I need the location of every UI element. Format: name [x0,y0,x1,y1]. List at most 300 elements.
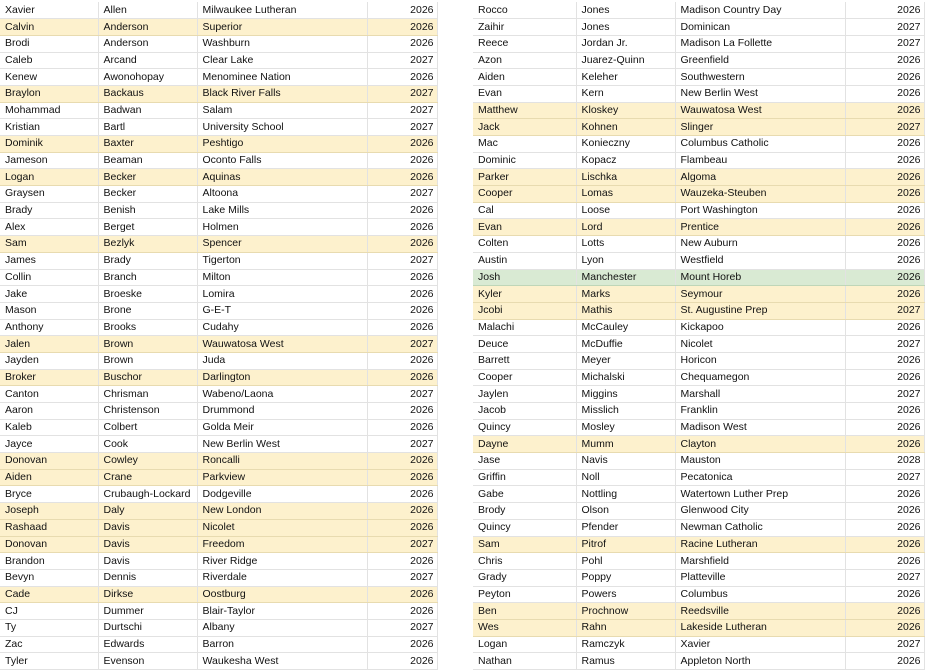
class-year-cell[interactable]: 2026 [845,553,924,570]
school-cell[interactable]: Waukesha West [197,653,367,670]
table-row[interactable] [473,269,924,286]
table-row[interactable] [473,85,924,102]
class-year-cell[interactable]: 2026 [845,503,924,520]
school-cell[interactable]: Oostburg [197,586,367,603]
school-cell[interactable]: Clear Lake [197,52,367,69]
first-name-cell[interactable]: Jaylen [473,386,576,403]
class-year-cell[interactable]: 2026 [367,603,437,620]
first-name-cell[interactable]: Brody [473,503,576,520]
school-cell[interactable]: Flambeau [675,152,845,169]
class-year-cell[interactable]: 2026 [845,369,924,386]
last-name-cell[interactable]: Miggins [576,386,675,403]
school-cell[interactable]: Roncalli [197,453,367,470]
school-cell[interactable]: Madison La Follette [675,35,845,52]
last-name-cell[interactable]: Berget [98,219,197,236]
school-cell[interactable]: Kickapoo [675,319,845,336]
first-name-cell[interactable]: Gabe [473,486,576,503]
table-row[interactable] [473,69,924,86]
table-row[interactable] [0,2,437,19]
class-year-cell[interactable]: 2026 [845,136,924,153]
school-cell[interactable]: Wauzeka-Steuben [675,186,845,203]
first-name-cell[interactable]: Brandon [0,553,98,570]
first-name-cell[interactable]: Cooper [473,186,576,203]
table-row[interactable] [473,169,924,186]
class-year-cell[interactable]: 2027 [845,569,924,586]
school-cell[interactable]: New Berlin West [675,85,845,102]
last-name-cell[interactable]: Evenson [98,653,197,670]
table-row[interactable] [473,653,924,670]
last-name-cell[interactable]: Manchester [576,269,675,286]
last-name-cell[interactable]: Awonohopay [98,69,197,86]
table-row[interactable] [0,569,437,586]
school-cell[interactable]: Wabeno/Laona [197,386,367,403]
last-name-cell[interactable]: Jordan Jr. [576,35,675,52]
last-name-cell[interactable]: Poppy [576,569,675,586]
table-row[interactable] [0,69,437,86]
first-name-cell[interactable]: Peyton [473,586,576,603]
last-name-cell[interactable]: Crubaugh-Lockard [98,486,197,503]
table-row[interactable] [473,586,924,603]
school-cell[interactable]: Milwaukee Lutheran [197,2,367,19]
class-year-cell[interactable]: 2026 [845,403,924,420]
class-year-cell[interactable]: 2027 [367,336,437,353]
first-name-cell[interactable]: Brady [0,202,98,219]
last-name-cell[interactable]: Arcand [98,52,197,69]
class-year-cell[interactable]: 2027 [367,119,437,136]
first-name-cell[interactable]: Caleb [0,52,98,69]
table-row[interactable] [0,269,437,286]
table-row[interactable] [0,653,437,670]
class-year-cell[interactable]: 2026 [367,35,437,52]
table-row[interactable] [0,586,437,603]
first-name-cell[interactable]: CJ [0,603,98,620]
school-cell[interactable]: Marshfield [675,553,845,570]
first-name-cell[interactable]: Jacob [473,403,576,420]
last-name-cell[interactable]: Kloskey [576,102,675,119]
last-name-cell[interactable]: Brooks [98,319,197,336]
class-year-cell[interactable]: 2027 [367,252,437,269]
last-name-cell[interactable]: Becker [98,169,197,186]
last-name-cell[interactable]: Broeske [98,286,197,303]
first-name-cell[interactable]: Evan [473,85,576,102]
class-year-cell[interactable]: 2026 [845,436,924,453]
class-year-cell[interactable]: 2026 [845,536,924,553]
table-row[interactable] [0,152,437,169]
table-row[interactable] [473,236,924,253]
last-name-cell[interactable]: Olson [576,503,675,520]
first-name-cell[interactable]: Donovan [0,536,98,553]
school-cell[interactable]: Tigerton [197,252,367,269]
table-row[interactable] [473,136,924,153]
table-row[interactable] [0,102,437,119]
last-name-cell[interactable]: Brown [98,352,197,369]
table-row[interactable] [473,352,924,369]
school-cell[interactable]: Clayton [675,436,845,453]
last-name-cell[interactable]: Dirkse [98,586,197,603]
table-row[interactable] [473,553,924,570]
school-cell[interactable]: St. Augustine Prep [675,302,845,319]
last-name-cell[interactable]: Benish [98,202,197,219]
first-name-cell[interactable]: Quincy [473,419,576,436]
first-name-cell[interactable]: Logan [0,169,98,186]
school-cell[interactable]: Golda Meir [197,419,367,436]
first-name-cell[interactable]: Dominic [473,152,576,169]
first-name-cell[interactable]: Sam [0,236,98,253]
table-row[interactable] [473,369,924,386]
class-year-cell[interactable]: 2026 [845,286,924,303]
class-year-cell[interactable]: 2026 [845,202,924,219]
last-name-cell[interactable]: Meyer [576,352,675,369]
first-name-cell[interactable]: Griffin [473,469,576,486]
table-row[interactable] [473,319,924,336]
last-name-cell[interactable]: Davis [98,536,197,553]
last-name-cell[interactable]: Baxter [98,136,197,153]
first-name-cell[interactable]: Kristian [0,119,98,136]
first-name-cell[interactable]: Evan [473,219,576,236]
first-name-cell[interactable]: Nathan [473,653,576,670]
first-name-cell[interactable]: Ty [0,619,98,636]
last-name-cell[interactable]: Noll [576,469,675,486]
class-year-cell[interactable]: 2026 [367,19,437,36]
last-name-cell[interactable]: Bartl [98,119,197,136]
class-year-cell[interactable]: 2027 [845,469,924,486]
table-row[interactable] [473,119,924,136]
table-row[interactable] [473,52,924,69]
last-name-cell[interactable]: Juarez-Quinn [576,52,675,69]
table-row[interactable] [473,386,924,403]
school-cell[interactable]: Platteville [675,569,845,586]
last-name-cell[interactable]: Marks [576,286,675,303]
first-name-cell[interactable]: Jase [473,453,576,470]
first-name-cell[interactable]: Alex [0,219,98,236]
table-row[interactable] [0,636,437,653]
first-name-cell[interactable]: Reece [473,35,576,52]
school-cell[interactable]: Slinger [675,119,845,136]
class-year-cell[interactable]: 2026 [845,219,924,236]
last-name-cell[interactable]: Lomas [576,186,675,203]
school-cell[interactable]: Cudahy [197,319,367,336]
class-year-cell[interactable]: 2026 [367,369,437,386]
school-cell[interactable]: Dodgeville [197,486,367,503]
class-year-cell[interactable]: 2026 [845,152,924,169]
first-name-cell[interactable]: Jack [473,119,576,136]
class-year-cell[interactable]: 2026 [845,486,924,503]
last-name-cell[interactable]: Brone [98,302,197,319]
last-name-cell[interactable]: Pitrof [576,536,675,553]
first-name-cell[interactable]: Malachi [473,319,576,336]
class-year-cell[interactable]: 2026 [845,102,924,119]
class-year-cell[interactable]: 2026 [367,453,437,470]
first-name-cell[interactable]: Kaleb [0,419,98,436]
table-row[interactable] [0,603,437,620]
school-cell[interactable]: Blair-Taylor [197,603,367,620]
first-name-cell[interactable]: Brodi [0,35,98,52]
first-name-cell[interactable]: Ben [473,603,576,620]
table-row[interactable] [473,302,924,319]
school-cell[interactable]: Columbus Catholic [675,136,845,153]
class-year-cell[interactable]: 2026 [367,519,437,536]
class-year-cell[interactable]: 2026 [367,202,437,219]
table-row[interactable] [0,119,437,136]
school-cell[interactable]: Lomira [197,286,367,303]
table-row[interactable] [0,336,437,353]
last-name-cell[interactable]: Branch [98,269,197,286]
table-row[interactable] [0,436,437,453]
school-cell[interactable]: New Auburn [675,236,845,253]
table-row[interactable] [473,35,924,52]
school-cell[interactable]: Marshall [675,386,845,403]
last-name-cell[interactable]: Christenson [98,403,197,420]
school-cell[interactable]: Appleton North [675,653,845,670]
class-year-cell[interactable]: 2027 [845,119,924,136]
class-year-cell[interactable]: 2026 [367,269,437,286]
last-name-cell[interactable]: Rahn [576,619,675,636]
last-name-cell[interactable]: Allen [98,2,197,19]
school-cell[interactable]: River Ridge [197,553,367,570]
class-year-cell[interactable]: 2027 [845,636,924,653]
class-year-cell[interactable]: 2026 [367,169,437,186]
class-year-cell[interactable]: 2026 [845,619,924,636]
school-cell[interactable]: Wauwatosa West [675,102,845,119]
class-year-cell[interactable]: 2027 [845,19,924,36]
school-cell[interactable]: Washburn [197,35,367,52]
school-cell[interactable]: Nicolet [197,519,367,536]
school-cell[interactable]: Seymour [675,286,845,303]
school-cell[interactable]: Madison West [675,419,845,436]
table-row[interactable] [0,553,437,570]
class-year-cell[interactable]: 2026 [845,603,924,620]
table-row[interactable] [473,536,924,553]
table-row[interactable] [0,619,437,636]
class-year-cell[interactable]: 2027 [845,386,924,403]
school-cell[interactable]: Lake Mills [197,202,367,219]
first-name-cell[interactable]: Jcobi [473,302,576,319]
school-cell[interactable]: Southwestern [675,69,845,86]
first-name-cell[interactable]: Matthew [473,102,576,119]
first-name-cell[interactable]: Bryce [0,486,98,503]
class-year-cell[interactable]: 2026 [367,553,437,570]
last-name-cell[interactable]: McDuffie [576,336,675,353]
last-name-cell[interactable]: Prochnow [576,603,675,620]
class-year-cell[interactable]: 2026 [367,503,437,520]
school-cell[interactable]: Oconto Falls [197,152,367,169]
school-cell[interactable]: Juda [197,352,367,369]
first-name-cell[interactable]: Mason [0,302,98,319]
school-cell[interactable]: Barron [197,636,367,653]
last-name-cell[interactable]: Mosley [576,419,675,436]
first-name-cell[interactable]: Bevyn [0,569,98,586]
school-cell[interactable]: Pecatonica [675,469,845,486]
last-name-cell[interactable]: Ramus [576,653,675,670]
first-name-cell[interactable]: Aaron [0,403,98,420]
table-row[interactable] [473,286,924,303]
first-name-cell[interactable]: Aiden [0,469,98,486]
first-name-cell[interactable]: Josh [473,269,576,286]
last-name-cell[interactable]: Brown [98,336,197,353]
table-row[interactable] [0,369,437,386]
first-name-cell[interactable]: Grady [473,569,576,586]
school-cell[interactable]: Superior [197,19,367,36]
table-row[interactable] [0,52,437,69]
last-name-cell[interactable]: Lischka [576,169,675,186]
table-row[interactable] [0,469,437,486]
class-year-cell[interactable]: 2026 [845,252,924,269]
last-name-cell[interactable]: Davis [98,519,197,536]
class-year-cell[interactable]: 2026 [845,419,924,436]
school-cell[interactable]: Horicon [675,352,845,369]
school-cell[interactable]: Chequamegon [675,369,845,386]
first-name-cell[interactable]: Dominik [0,136,98,153]
first-name-cell[interactable]: Xavier [0,2,98,19]
class-year-cell[interactable]: 2026 [367,636,437,653]
first-name-cell[interactable]: Sam [473,536,576,553]
last-name-cell[interactable]: Nottling [576,486,675,503]
school-cell[interactable]: Aquinas [197,169,367,186]
class-year-cell[interactable]: 2026 [367,319,437,336]
last-name-cell[interactable]: Kopacz [576,152,675,169]
table-row[interactable] [0,286,437,303]
table-row[interactable] [473,19,924,36]
class-year-cell[interactable]: 2026 [845,169,924,186]
first-name-cell[interactable]: Collin [0,269,98,286]
class-year-cell[interactable]: 2026 [367,136,437,153]
school-cell[interactable]: Glenwood City [675,503,845,520]
school-cell[interactable]: Darlington [197,369,367,386]
last-name-cell[interactable]: Badwan [98,102,197,119]
class-year-cell[interactable]: 2027 [845,302,924,319]
first-name-cell[interactable]: Mohammad [0,102,98,119]
last-name-cell[interactable]: Loose [576,202,675,219]
table-row[interactable] [0,169,437,186]
school-cell[interactable]: Mount Horeb [675,269,845,286]
class-year-cell[interactable]: 2026 [367,653,437,670]
class-year-cell[interactable]: 2026 [367,152,437,169]
last-name-cell[interactable]: Misslich [576,403,675,420]
class-year-cell[interactable]: 2026 [845,586,924,603]
table-row[interactable] [0,352,437,369]
school-cell[interactable]: Lakeside Lutheran [675,619,845,636]
table-row[interactable] [473,436,924,453]
first-name-cell[interactable]: Donovan [0,453,98,470]
class-year-cell[interactable]: 2026 [367,586,437,603]
first-name-cell[interactable]: Kenew [0,69,98,86]
table-row[interactable] [473,503,924,520]
last-name-cell[interactable]: Lord [576,219,675,236]
last-name-cell[interactable]: Ramczyk [576,636,675,653]
table-row[interactable] [0,202,437,219]
first-name-cell[interactable]: Kyler [473,286,576,303]
table-row[interactable] [473,469,924,486]
last-name-cell[interactable]: Dummer [98,603,197,620]
school-cell[interactable]: Franklin [675,403,845,420]
school-cell[interactable]: New London [197,503,367,520]
table-row[interactable] [0,536,437,553]
table-row[interactable] [473,2,924,19]
school-cell[interactable]: Wauwatosa West [197,336,367,353]
table-row[interactable] [473,569,924,586]
table-row[interactable] [0,519,437,536]
class-year-cell[interactable]: 2026 [845,519,924,536]
class-year-cell[interactable]: 2026 [845,2,924,19]
last-name-cell[interactable]: Jones [576,2,675,19]
school-cell[interactable]: Dominican [675,19,845,36]
school-cell[interactable]: Prentice [675,219,845,236]
last-name-cell[interactable]: Davis [98,553,197,570]
first-name-cell[interactable]: Wes [473,619,576,636]
last-name-cell[interactable]: Pfender [576,519,675,536]
first-name-cell[interactable]: Austin [473,252,576,269]
table-row[interactable] [473,186,924,203]
last-name-cell[interactable]: Jones [576,19,675,36]
table-row[interactable] [0,219,437,236]
table-row[interactable] [473,252,924,269]
table-row[interactable] [473,419,924,436]
table-row[interactable] [0,136,437,153]
last-name-cell[interactable]: Pohl [576,553,675,570]
first-name-cell[interactable]: Azon [473,52,576,69]
last-name-cell[interactable]: Navis [576,453,675,470]
first-name-cell[interactable]: Rocco [473,2,576,19]
table-row[interactable] [473,603,924,620]
last-name-cell[interactable]: Crane [98,469,197,486]
table-row[interactable] [473,486,924,503]
last-name-cell[interactable]: Becker [98,186,197,203]
class-year-cell[interactable]: 2026 [845,85,924,102]
first-name-cell[interactable]: Chris [473,553,576,570]
first-name-cell[interactable]: Aiden [473,69,576,86]
class-year-cell[interactable]: 2027 [367,102,437,119]
first-name-cell[interactable]: Quincy [473,519,576,536]
school-cell[interactable]: G-E-T [197,302,367,319]
class-year-cell[interactable]: 2026 [845,653,924,670]
school-cell[interactable]: Riverdale [197,569,367,586]
table-row[interactable] [0,419,437,436]
class-year-cell[interactable]: 2026 [367,236,437,253]
school-cell[interactable]: Peshtigo [197,136,367,153]
table-row[interactable] [473,519,924,536]
table-row[interactable] [0,302,437,319]
table-row[interactable] [0,35,437,52]
table-row[interactable] [0,503,437,520]
first-name-cell[interactable]: James [0,252,98,269]
school-cell[interactable]: Port Washington [675,202,845,219]
last-name-cell[interactable]: Backaus [98,85,197,102]
school-cell[interactable]: Salam [197,102,367,119]
class-year-cell[interactable]: 2026 [845,269,924,286]
class-year-cell[interactable]: 2026 [367,403,437,420]
first-name-cell[interactable]: Zaihir [473,19,576,36]
class-year-cell[interactable]: 2026 [367,469,437,486]
school-cell[interactable]: Holmen [197,219,367,236]
school-cell[interactable]: Westfield [675,252,845,269]
school-cell[interactable]: New Berlin West [197,436,367,453]
table-row[interactable] [0,319,437,336]
last-name-cell[interactable]: Konieczny [576,136,675,153]
first-name-cell[interactable]: Colten [473,236,576,253]
table-row[interactable] [0,252,437,269]
last-name-cell[interactable]: Kern [576,85,675,102]
table-row[interactable] [473,453,924,470]
class-year-cell[interactable]: 2027 [367,186,437,203]
school-cell[interactable]: Black River Falls [197,85,367,102]
first-name-cell[interactable]: Mac [473,136,576,153]
table-row[interactable] [0,486,437,503]
table-row[interactable] [473,403,924,420]
class-year-cell[interactable]: 2026 [845,236,924,253]
table-row[interactable] [473,619,924,636]
first-name-cell[interactable]: Parker [473,169,576,186]
school-cell[interactable]: Albany [197,619,367,636]
